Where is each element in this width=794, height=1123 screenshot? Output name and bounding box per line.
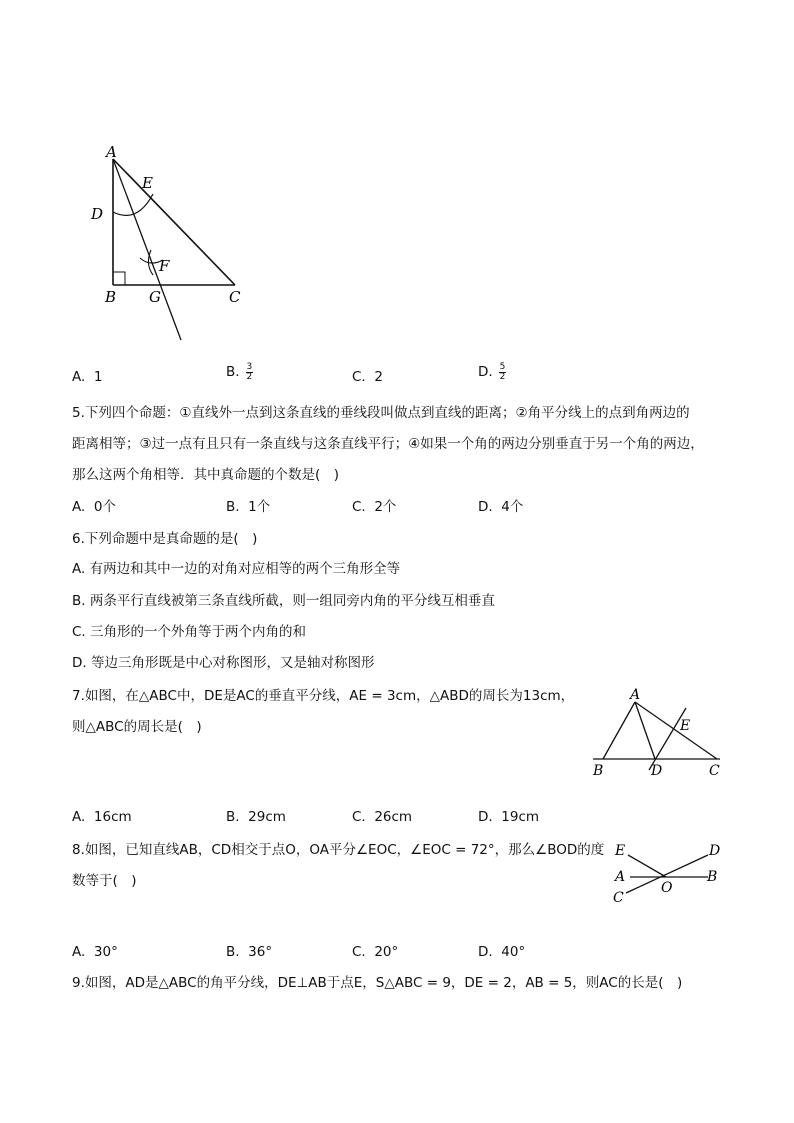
q8-option-d[interactable]: D. 40°	[478, 944, 526, 960]
label-e: E	[615, 843, 626, 859]
q6-option-a[interactable]: A. 有两边和其中一边的对角对应相等的两个三角形全等	[72, 561, 401, 577]
q7-figure	[588, 684, 728, 780]
label-c: C	[613, 890, 624, 906]
label-d: D	[91, 205, 104, 223]
label-b: B	[593, 763, 604, 779]
q4-figure	[85, 140, 255, 350]
q7-option-c[interactable]: C. 26cm	[352, 809, 413, 825]
q8-option-a[interactable]: A. 30°	[72, 944, 118, 960]
q5-option-c[interactable]: C. 2个	[352, 499, 397, 515]
q8-figure	[610, 838, 735, 908]
right-angle-mark	[113, 272, 125, 285]
ray-oe	[628, 855, 666, 877]
label-b: B	[105, 288, 117, 306]
q8-option-c[interactable]: C. 20°	[352, 944, 399, 960]
q7-stem-line-1: 7.如图，在△ABC中，DE是AC的垂直平分线，AE = 3cm，△ABD的周长为13cm，	[72, 688, 575, 704]
label-o: O	[661, 880, 673, 896]
q6-option-c[interactable]: C. 三角形的一个外角等于两个内角的和	[72, 624, 307, 640]
q4-option-b[interactable]: B. $\frac{3}{2}$	[226, 361, 253, 382]
q7-stem-line-2: 则△ABC的周长是( )	[72, 719, 202, 735]
q5-option-d[interactable]: D. 4个	[478, 499, 524, 515]
q7-option-d[interactable]: D. 19cm	[478, 809, 540, 825]
side-ac	[113, 159, 235, 285]
q5-stem-line-2: 距离相等；③过一点有且只有一条直线与这条直线平行；④如果一个角的两边分别垂直于另一个角的两边，	[72, 436, 704, 452]
q6-stem: 6.下列命题中是真命题的是( )	[72, 531, 258, 547]
label-a: A	[630, 687, 641, 703]
q7-option-b[interactable]: B. 29cm	[226, 809, 286, 825]
label-b: B	[707, 869, 718, 885]
label-e: E	[680, 718, 691, 734]
side-ac	[635, 702, 717, 759]
fraction: $\frac{5}{2}$	[499, 361, 506, 382]
q5-option-b[interactable]: B. 1个	[226, 499, 271, 515]
label-g: G	[149, 288, 161, 306]
q5-stem-line-1: 5.下列四个命题：①直线外一点到这条直线的垂线段叫做点到直线的距离；②角平分线上的点到角两边的	[72, 405, 690, 421]
q4-option-d[interactable]: D. $\frac{5}{2}$	[478, 361, 506, 382]
q4-option-a[interactable]: A. 1	[72, 369, 103, 385]
label-c: C	[229, 288, 241, 306]
label-d: D	[709, 843, 721, 859]
q9-stem: 9.如图，AD是△ABC的角平分线，DE⊥AB于点E，S△ABC = 9，DE = 2，AB = 5，则AC的长是( )	[72, 975, 683, 991]
segment-ad	[635, 702, 655, 759]
label-e: E	[142, 174, 153, 192]
label-d: D	[651, 763, 663, 779]
fraction: $\frac{3}{2}$	[246, 361, 253, 382]
side-ab	[603, 702, 635, 759]
q7-option-a[interactable]: A. 16cm	[72, 809, 132, 825]
label-a: A	[106, 143, 117, 161]
label-a: A	[615, 869, 626, 885]
q6-option-b[interactable]: B. 两条平行直线被第三条直线所截，则一组同旁内角的平分线互相垂直	[72, 593, 495, 609]
label-f: F	[159, 257, 170, 275]
q6-option-d[interactable]: D. 等边三角形既是中心对称图形，又是轴对称图形	[72, 655, 375, 671]
label-c: C	[709, 763, 720, 779]
q8-option-b[interactable]: B. 36°	[226, 944, 273, 960]
q5-stem-line-3: 那么这两个角相等．其中真命题的个数是( )	[72, 467, 340, 483]
q8-stem-line-2: 数等于( )	[72, 873, 137, 889]
q8-stem-line-1: 8.如图，已知直线AB，CD相交于点O，OA平分∠EOC，∠EOC = 72°，那么∠BOD的度	[72, 842, 605, 858]
q5-option-a[interactable]: A. 0个	[72, 499, 116, 515]
q4-option-c[interactable]: C. 2	[352, 369, 383, 385]
